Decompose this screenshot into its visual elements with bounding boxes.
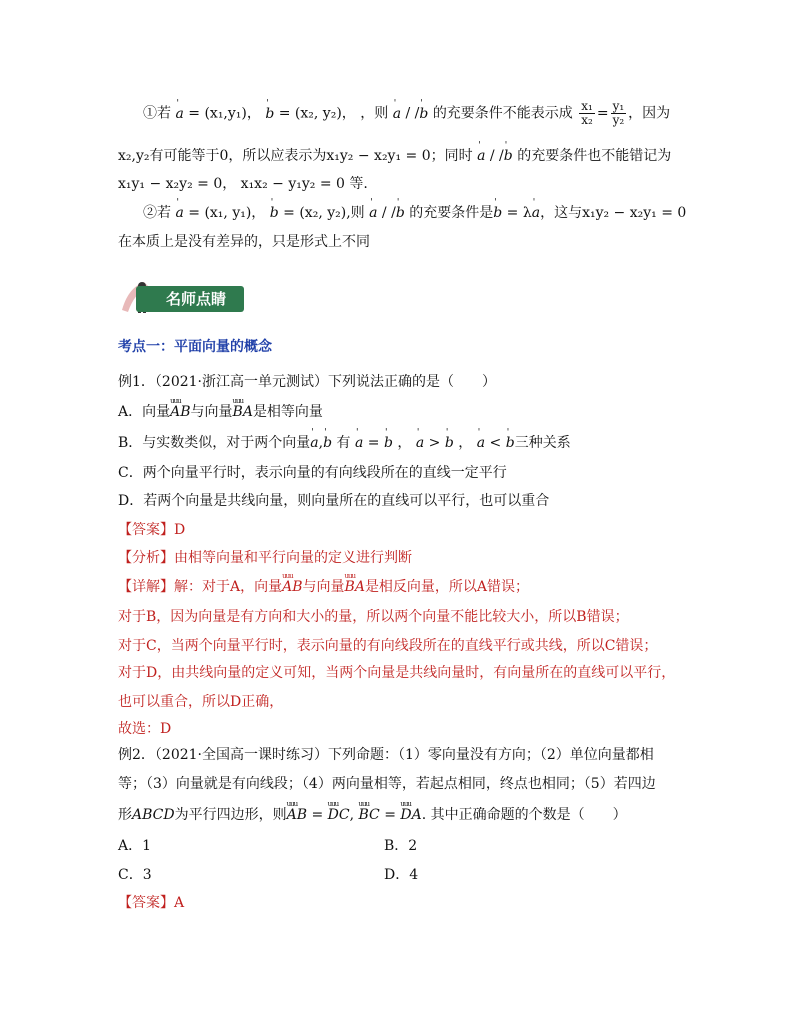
text: y [227,105,236,122]
vector-a: ' a [355,433,363,453]
ex1-detail-2: 对于B，因为向量是有方向和大小的量，所以两个向量不能比较大小，所以B错误； [118,609,629,625]
ex1-option-c: C．两个向量平行时，表示向量的有向线段所在的直线一定平行 [118,465,507,481]
vector-dc: uuu DC [328,805,350,825]
vector-a: ' a [310,433,318,453]
text: ，这与x₁y₂ − x₂y₁ = 0 [540,205,687,221]
vector-ba: uuu BA [345,577,365,597]
text: 三种关系 [514,435,571,451]
ex1-detail-1 [118,577,529,597]
vector-b: ' b [504,146,513,166]
text: A．向量 [118,404,171,420]
frac-num: x₁ [581,99,593,113]
text: . 其中正确命题的个数是（ ） [421,807,627,823]
vector-ab: uuu AB [282,577,302,597]
intro-line-2: x₂,y₂有可能等于0，所以应表示为x₁y₂ − x₂y₁ = 0；同时 ' a / /' b 的充要条件也不能错记为 [118,146,671,166]
ex2-option-b: B．2 [384,838,418,854]
ex1-stem: 例1．（2021·浙江高一单元测试）下列说法正确的是（ ） [118,374,496,390]
text: 是相等向量 [252,404,323,420]
text: 的充要条件不能表示成 [432,105,573,122]
vector-a: ' a [175,104,183,124]
text: ①若 [143,105,171,122]
vector-b: ' b [384,433,393,453]
vector-b: ' b [396,203,405,223]
section-badge [118,276,248,316]
text: x₂,y₂有可能等于0，所以应表示为x₁y₂ − x₂y₁ = 0；同时 [118,148,473,164]
vector-bc: uuu BC [359,805,380,825]
fraction-x [579,100,595,127]
tag: 【分析】 [118,550,174,566]
text: ，因为 [628,105,671,122]
ex2-option-c: C．3 [118,867,152,883]
intro-line-1: ①若 ' a = (x₁,y₁)， ' b = (x₂, y₂)， ，则 ' a / /' b 的充要条件不能表示成 $\frac{\text{x₁}}{\text{x₂}}$ = $\frac{\text{y₁}}{\text{y₂}}$ ，因为 [143,100,670,127]
vector-a: ' a [477,146,485,166]
ex1-choose: 故选：D [118,721,172,737]
ex1-option-d: D．若两个向量是共线向量，则向量所在的直线可以平行，也可以重合 [118,493,550,509]
ex1-detail-3: 对于C，当两个向量平行时，表示向量的有向线段所在的直线平行或共线，所以C错误； [118,638,658,654]
vector-b: ' b [445,433,454,453]
text: 的充要条件是 [409,205,494,221]
frac-num: y₁ [612,99,625,113]
ex2-option-d: D．4 [384,867,419,883]
vector-a: ' a [532,203,540,223]
intro-line-5: 在本质上是没有差异的，只是形式上不同 [118,234,370,250]
tag: 【详解】 [118,579,174,595]
ex1-detail-5: 也可以重合，所以D正确， [118,694,284,710]
vector-b: ' b [270,203,279,223]
vector-a: ' a [477,433,485,453]
badge-label: 名师点睛 [136,286,244,312]
vector-ab: uuu AB [170,402,190,422]
vector-ab: uuu AB [287,805,307,825]
text: B．与实数类似，对于两个向量 [118,435,311,451]
frac-den: x₂ [581,113,593,127]
text: 与向量 [302,579,345,595]
ex1-option-b: B．与实数类似，对于两个向量' a,' b 有 ' a = ' b ， ' a > ' b ， ' a < ' b三种关系 [118,433,571,453]
text: 与向量 [190,404,233,420]
vector-b: ' b [265,104,274,124]
text: 是相反向量，所以A错误； [364,579,530,595]
text: 有 [336,435,351,451]
text: 由相等向量和平行向量的定义进行判断 [174,550,412,566]
vector-a: ' a [393,104,401,124]
vector-a: ' a [175,203,183,223]
text: 形 [118,807,132,823]
text: ②若 [143,205,171,221]
vector-a: ' a [369,203,377,223]
frac-den: y₂ [612,113,625,127]
text: 为平行四边形，则 [174,807,287,823]
vector-a: ' a [416,433,424,453]
ex1-detail-4: 对于D，由共线向量的定义可知，当两个向量是共线向量时，有向量所在的直线可以平行， [118,665,676,681]
text: = (x [188,105,218,122]
fraction-y [611,100,627,127]
ex2-line-3: 形ABCD为平行四边形，则uuu AB = uuu DC, uuu BC = uuu DA. 其中正确命题的个数是（ ） [118,805,627,825]
intro-line-3: x₁y₁ − x₂y₂ = 0， x₁x₂ − y₁y₂ = 0 等. [118,176,368,192]
ex2-option-a: A．1 [118,838,152,854]
text: 的充要条件也不能错记为 [517,148,672,164]
ex2-line-1: 例2．（2021·全国高一课时练习）下列命题：（1）零向量没有方向；（2）单位向量都相 [118,747,654,763]
vector-da: uuu DA [400,805,421,825]
text: 解：对于A，向量 [174,579,283,595]
section-title: 考点一：平面向量的概念 [118,339,272,355]
intro-line-4: ②若 ' a = (x₁, y₁)， ' b = (x₂, y₂),则 ' a / /' b 的充要条件是' b = λ' a，这与x₁y₂ − x₂y₁ = 0 [143,203,686,223]
vector-b: ' b [506,433,515,453]
vector-b: ' b [419,104,428,124]
ex2-answer: 【答案】A [118,895,185,911]
ex1-analysis [118,548,412,568]
ex1-answer: 【答案】D [118,522,186,538]
vector-b: ' b [323,433,332,453]
ex2-line-2: 等；（3）向量就是有向线段；（4）两向量相等，若起点相同，终点也相同；（5）若四边 [118,776,656,792]
ex1-option-a [118,402,323,422]
vector-ba: uuu BA [233,402,253,422]
text: ，则 [360,105,389,122]
vector-b: ' b [493,203,502,223]
text: ,则 [346,205,365,221]
